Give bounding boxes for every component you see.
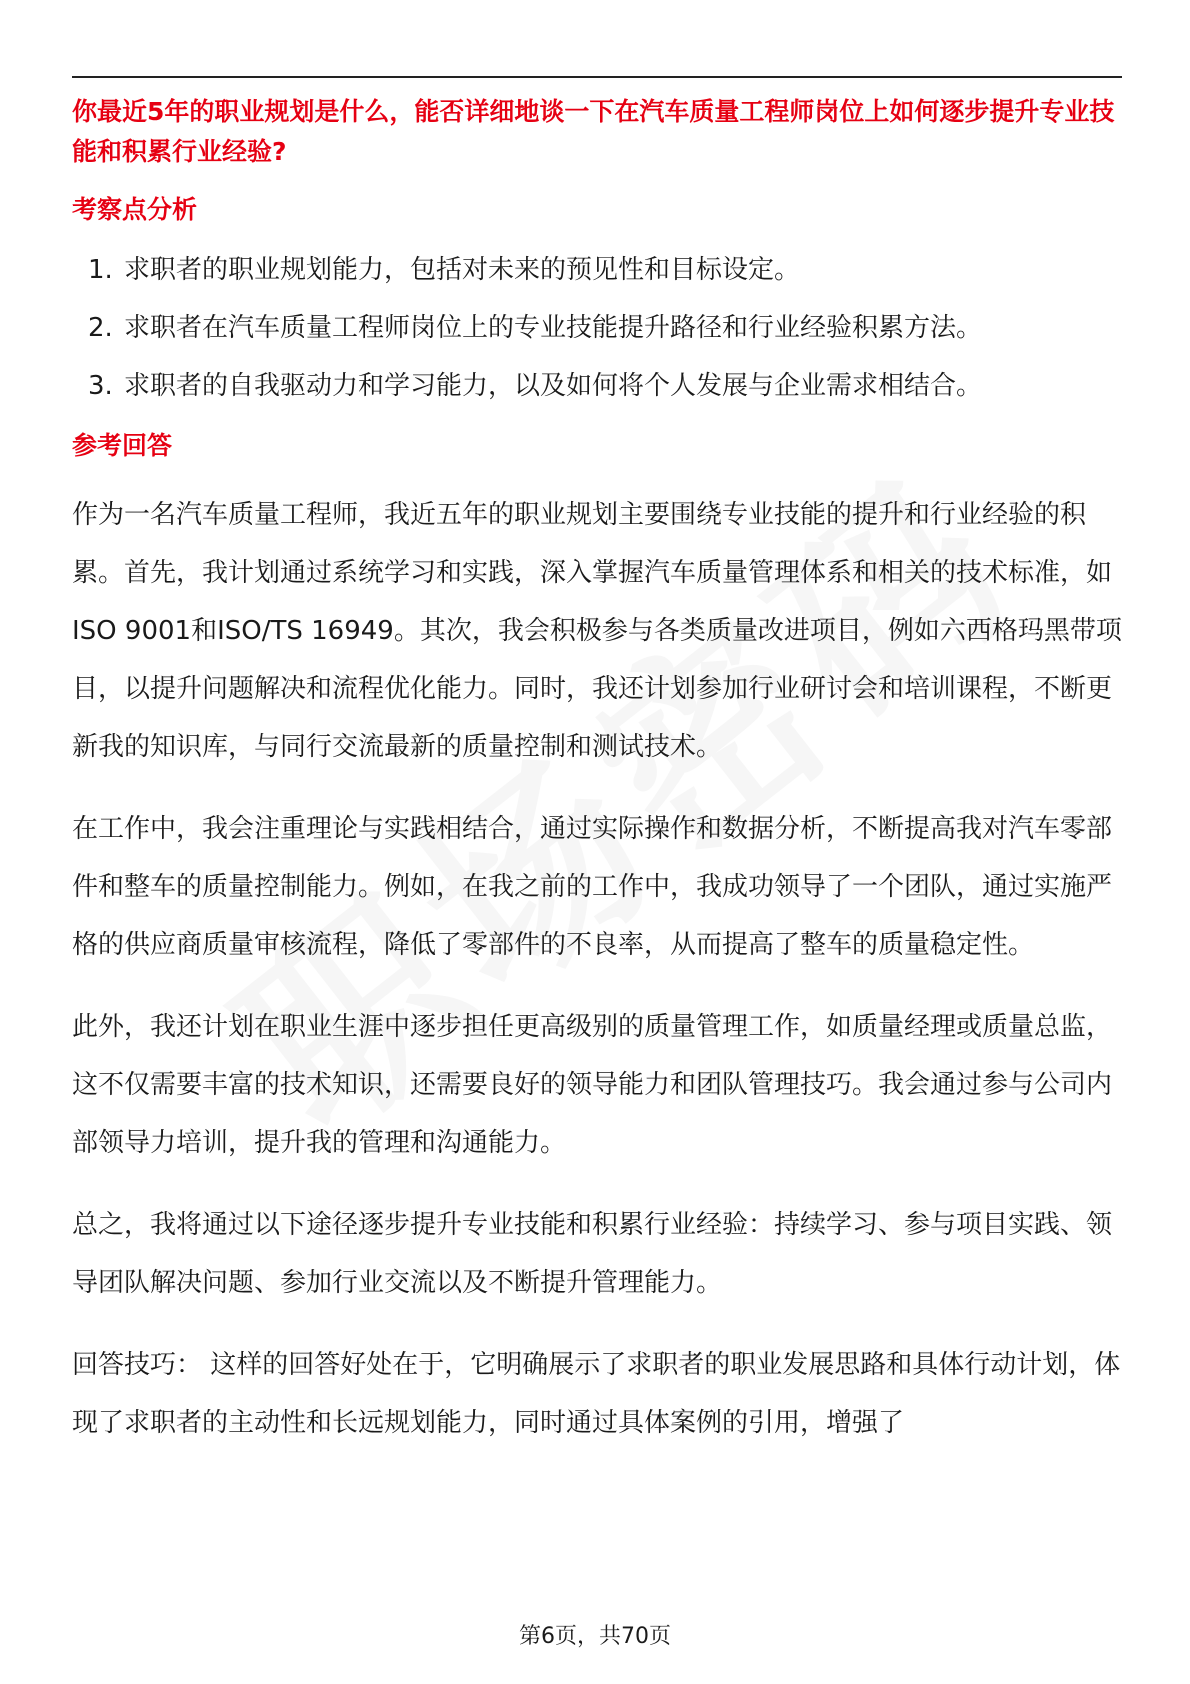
answer-paragraph: 此外，我还计划在职业生涯中逐步担任更高级别的质量管理工作，如质量经理或质量总监，这不仅需要丰富的技术知识，还需要良好的领导能力和团队管理技巧。我会通过参与公司内部领导力培训，提升我的管理和沟通能力。 [72, 1012, 1113, 1158]
answer-paragraph: 在工作中，我会注重理论与实践相结合，通过实际操作和数据分析，不断提高我对汽车零部件和整车的质量控制能力。例如，在我之前的工作中，我成功领导了一个团队，通过实施严格的供应商质量审核流程，降低了零部件的不良率，从而提高了整车的质量稳定性。 [72, 814, 1113, 960]
list-item [72, 366, 1122, 406]
list-item-number: 3. [88, 371, 113, 401]
answer-paragraph: 作为一名汽车质量工程师，我近五年的职业规划主要围绕专业技能的提升和行业经验的积累。首先，我计划通过系统学习和实践，深入掌握汽车质量管理体系和相关的技术标准，如ISO 9001和ISO/TS 16949。其次，我会积极参与各类质量改进项目，例如六西格玛黑带项目，以提升问题解决和流程优化能力。同时，我还计划参加行业研讨会和培训课程，不断更新我的知识库，与同行交流最新的质量控制和测试技术。 [72, 500, 1122, 762]
list-item [72, 308, 1122, 348]
list-item-text: 求职者的自我驱动力和学习能力，以及如何将个人发展与企业需求相结合。 [124, 371, 983, 401]
list-item-number: 1. [88, 255, 113, 285]
header-rule [72, 76, 1122, 78]
list-item-number: 2. [88, 313, 113, 343]
answer-title: 参考回答 [72, 431, 173, 460]
answer-tip-paragraph: 回答技巧： 这样的回答好处在于，它明确展示了求职者的职业发展思路和具体行动计划，体现了求职者的主动性和长远规划能力，同时通过具体案例的引用，增强了 [72, 1350, 1121, 1438]
page-number-footer: 第6页，共70页 [519, 1624, 671, 1649]
analysis-title: 考察点分析 [72, 195, 198, 224]
analysis-list [72, 250, 1122, 406]
list-item [72, 250, 1122, 290]
question-heading: 你最近5年的职业规划是什么，能否详细地谈一下在汽车质量工程师岗位上如何逐步提升专业技能和积累行业经验? [72, 97, 1115, 166]
list-item-text: 求职者的职业规划能力，包括对未来的预见性和目标设定。 [124, 255, 801, 285]
list-item-text: 求职者在汽车质量工程师岗位上的专业技能提升路径和行业经验积累方法。 [124, 313, 983, 343]
page-content [72, 92, 1122, 1452]
answer-paragraph: 总之，我将通过以下途径逐步提升专业技能和积累行业经验：持续学习、参与项目实践、领导团队解决问题、参加行业交流以及不断提升管理能力。 [72, 1210, 1113, 1298]
